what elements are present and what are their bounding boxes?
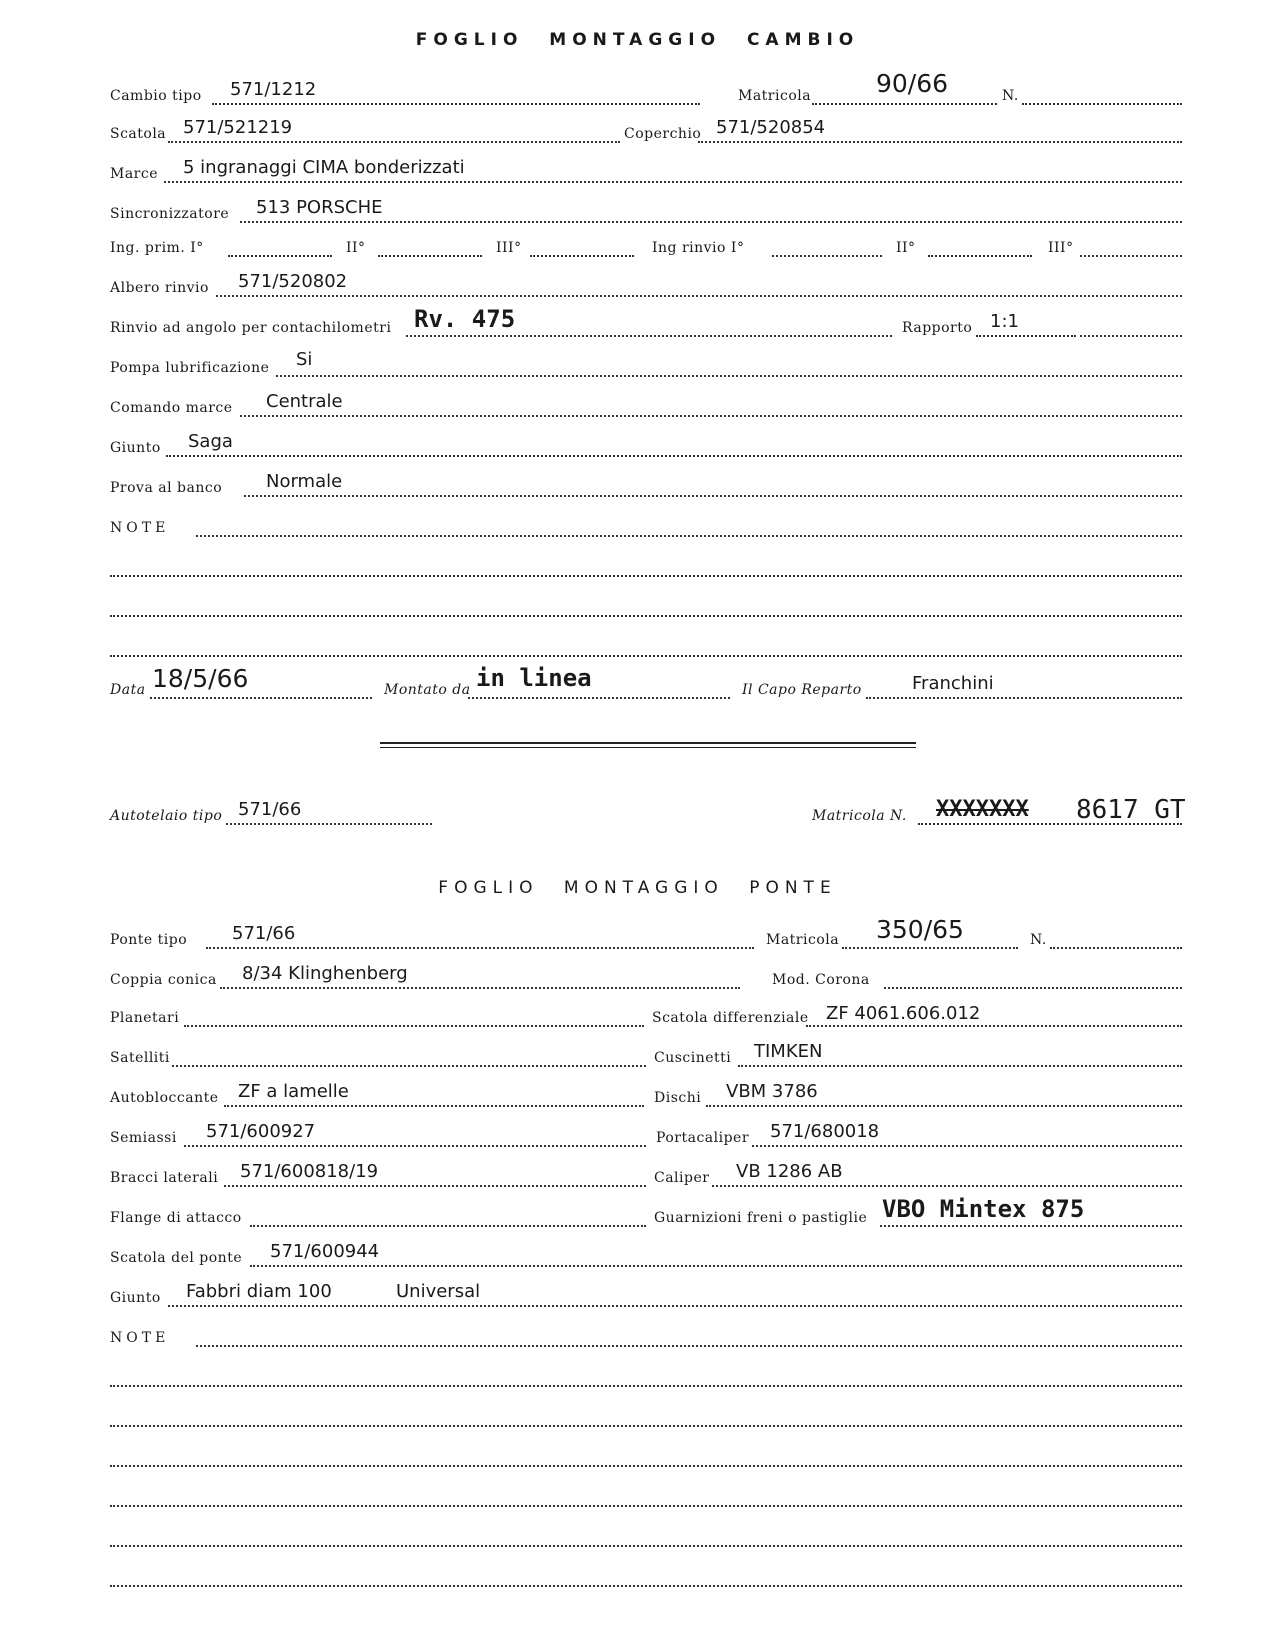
label-planetari: Planetari xyxy=(110,1010,180,1026)
label-data: Data xyxy=(110,682,146,698)
field-line-ponte-tipo xyxy=(206,947,754,949)
label-autotelaio-matricola: Matricola N. xyxy=(812,808,907,824)
field-line-dischi xyxy=(706,1105,1182,1107)
value-coppia-conica: 8/34 Klinghenberg xyxy=(242,963,408,984)
field-line-ing-prim-1 xyxy=(228,255,332,257)
field-line-montato-da xyxy=(468,697,730,699)
value-albero-rinvio: 571/520802 xyxy=(238,271,348,292)
label-marce: Marce xyxy=(110,166,158,182)
field-line-flange xyxy=(250,1225,646,1227)
field-line-coppia-conica xyxy=(220,987,740,989)
value-ponte-matricola: 350/65 xyxy=(876,915,964,944)
field-line-ponte-giunto xyxy=(168,1305,1182,1307)
label-rinvio-angolo: Rinvio ad angolo per contachilometri xyxy=(110,320,392,336)
value-sincronizzatore: 513 PORSCHE xyxy=(256,197,383,218)
ponte-note-line-6 xyxy=(110,1545,1182,1547)
field-line-cuscinetti xyxy=(738,1065,1182,1067)
field-line-capo-reparto xyxy=(866,697,1182,699)
value-giunto: Saga xyxy=(188,431,233,452)
label-ing-rinvio-ii: II° xyxy=(896,240,916,256)
label-ing-rinvio-iii: III° xyxy=(1048,240,1074,256)
field-line-ing-prim-2 xyxy=(378,255,482,257)
field-line-satelliti xyxy=(172,1065,646,1067)
value-data: 18/5/66 xyxy=(152,664,249,693)
value-scatola-differenziale: ZF 4061.606.012 xyxy=(826,1003,981,1024)
label-guarnizioni: Guarnizioni freni o pastiglie xyxy=(654,1210,868,1226)
label-flange: Flange di attacco xyxy=(110,1210,242,1226)
value-autotelaio-matricola-struck: XXXXXXX xyxy=(936,797,1029,822)
value-matricola: 90/66 xyxy=(876,69,949,98)
value-guarnizioni: VBO Mintex 875 xyxy=(882,1195,1085,1223)
field-line-marce xyxy=(164,181,1182,183)
value-comando-marce: Centrale xyxy=(266,391,343,412)
label-prova-banco: Prova al banco xyxy=(110,480,223,496)
separator-rule-bottom xyxy=(380,747,916,748)
value-cambio-tipo: 571/1212 xyxy=(230,79,317,100)
ponte-note-line-3 xyxy=(110,1425,1182,1427)
value-bracci-laterali: 571/600818/19 xyxy=(240,1161,379,1182)
value-scatola: 571/521219 xyxy=(183,117,293,138)
value-semiassi: 571/600927 xyxy=(206,1121,316,1142)
value-pompa: Si xyxy=(296,349,313,370)
label-ponte-note: NOTE xyxy=(110,1330,170,1346)
label-n: N. xyxy=(1002,88,1019,104)
note-line-2 xyxy=(110,575,1182,577)
ponte-title: FOGLIO MONTAGGIO PONTE xyxy=(438,878,837,898)
value-ponte-giunto-2: Universal xyxy=(396,1281,481,1302)
note-line-4 xyxy=(110,655,1182,657)
label-scatola-differenziale: Scatola differenziale xyxy=(652,1010,809,1026)
value-portacaliper: 571/680018 xyxy=(770,1121,880,1142)
label-albero-rinvio: Albero rinvio xyxy=(110,280,209,296)
label-semiassi: Semiassi xyxy=(110,1130,177,1146)
label-satelliti: Satelliti xyxy=(110,1050,170,1066)
cambio-title: FOGLIO MONTAGGIO CAMBIO xyxy=(415,30,860,50)
note-line-1 xyxy=(196,535,1182,537)
field-line-autobloccante xyxy=(224,1105,644,1107)
field-line-ing-prim-3 xyxy=(530,255,634,257)
field-line-coperchio xyxy=(698,141,1182,143)
field-line-cambio-tipo xyxy=(212,103,700,105)
field-line-ing-rinvio-2 xyxy=(928,255,1032,257)
label-pompa: Pompa lubrificazione xyxy=(110,360,270,376)
field-line-pompa xyxy=(276,375,1182,377)
field-line-sincronizzatore xyxy=(240,221,1182,223)
label-cambio-tipo: Cambio tipo xyxy=(110,88,202,104)
value-autotelaio-tipo: 571/66 xyxy=(238,799,302,820)
label-scatola: Scatola xyxy=(110,126,167,142)
value-cuscinetti: TIMKEN xyxy=(754,1041,823,1062)
field-line-ing-rinvio-1 xyxy=(772,255,882,257)
field-line-caliper xyxy=(712,1185,1182,1187)
label-capo-reparto: Il Capo Reparto xyxy=(742,682,862,698)
value-autotelaio-matricola: 8617 GT xyxy=(1076,795,1186,825)
value-marce: 5 ingranaggi CIMA bonderizzati xyxy=(183,157,465,178)
field-line-ponte-matricola xyxy=(842,947,1018,949)
field-line-ponte-n xyxy=(1050,947,1182,949)
value-dischi: VBM 3786 xyxy=(726,1081,818,1102)
field-line-data xyxy=(150,697,372,699)
ponte-note-line-7 xyxy=(110,1585,1182,1587)
label-montato-da: Montato da xyxy=(384,682,471,698)
label-ing-rinvio: Ing rinvio I° xyxy=(652,240,745,256)
field-line-guarnizioni xyxy=(880,1225,1182,1227)
label-ponte-matricola: Matricola xyxy=(766,932,840,948)
value-ponte-giunto-1: Fabbri diam 100 xyxy=(186,1281,332,1302)
field-line-scatola-differenziale xyxy=(806,1025,1182,1027)
field-line-matricola xyxy=(812,103,997,105)
value-caliper: VB 1286 AB xyxy=(736,1161,843,1182)
field-line-n xyxy=(1022,103,1182,105)
label-coppia-conica: Coppia conica xyxy=(110,972,217,988)
value-rinvio-angolo: Rv. 475 xyxy=(414,305,516,333)
field-line-giunto xyxy=(166,455,1182,457)
separator-rule-top xyxy=(380,742,916,744)
value-scatola-ponte: 571/600944 xyxy=(270,1241,380,1262)
ponte-note-line-1 xyxy=(196,1345,1182,1347)
label-ponte-tipo: Ponte tipo xyxy=(110,932,188,948)
field-line-albero-rinvio xyxy=(216,295,1182,297)
note-line-3 xyxy=(110,615,1182,617)
ponte-note-line-4 xyxy=(110,1465,1182,1467)
label-scatola-ponte: Scatola del ponte xyxy=(110,1250,243,1266)
value-rapporto: 1:1 xyxy=(990,311,1019,332)
field-line-planetari xyxy=(184,1025,644,1027)
label-ponte-giunto: Giunto xyxy=(110,1290,161,1306)
value-ponte-tipo: 571/66 xyxy=(232,923,296,944)
field-line-rapporto-tail xyxy=(1080,335,1182,337)
label-caliper: Caliper xyxy=(654,1170,710,1186)
value-prova-banco: Normale xyxy=(266,471,343,492)
label-ponte-n: N. xyxy=(1030,932,1047,948)
label-portacaliper: Portacaliper xyxy=(656,1130,750,1146)
label-giunto: Giunto xyxy=(110,440,161,456)
field-line-semiassi xyxy=(184,1145,646,1147)
field-line-rinvio-angolo xyxy=(406,335,892,337)
field-line-ing-rinvio-3 xyxy=(1080,255,1182,257)
ponte-note-line-5 xyxy=(110,1505,1182,1507)
field-line-comando-marce xyxy=(240,415,1182,417)
value-coperchio: 571/520854 xyxy=(716,117,826,138)
label-cuscinetti: Cuscinetti xyxy=(654,1050,732,1066)
field-line-autotelaio-tipo xyxy=(226,823,432,825)
field-line-rapporto xyxy=(976,335,1076,337)
label-autotelaio-tipo: Autotelaio tipo xyxy=(110,808,223,824)
label-matricola: Matricola xyxy=(738,88,812,104)
label-coperchio: Coperchio xyxy=(624,126,702,142)
ponte-note-line-2 xyxy=(110,1385,1182,1387)
label-autobloccante: Autobloccante xyxy=(110,1090,219,1106)
label-comando-marce: Comando marce xyxy=(110,400,233,416)
field-line-prova-banco xyxy=(244,495,1182,497)
value-autobloccante: ZF a lamelle xyxy=(238,1081,349,1102)
label-dischi: Dischi xyxy=(654,1090,702,1106)
label-rapporto: Rapporto xyxy=(902,320,973,336)
label-bracci-laterali: Bracci laterali xyxy=(110,1170,219,1186)
value-montato-da: in linea xyxy=(476,664,592,692)
field-line-bracci-laterali xyxy=(224,1185,646,1187)
field-line-scatola-ponte xyxy=(250,1265,1182,1267)
label-note: NOTE xyxy=(110,520,170,536)
field-line-portacaliper xyxy=(752,1145,1182,1147)
label-ing-prim-iii: III° xyxy=(496,240,522,256)
label-ing-prim: Ing. prim. I° xyxy=(110,240,204,256)
label-ing-prim-ii: II° xyxy=(346,240,366,256)
value-capo-reparto: Franchini xyxy=(912,673,994,694)
field-line-scatola xyxy=(168,141,620,143)
label-mod-corona: Mod. Corona xyxy=(772,972,870,988)
field-line-mod-corona xyxy=(884,987,1182,989)
label-sincronizzatore: Sincronizzatore xyxy=(110,206,230,222)
